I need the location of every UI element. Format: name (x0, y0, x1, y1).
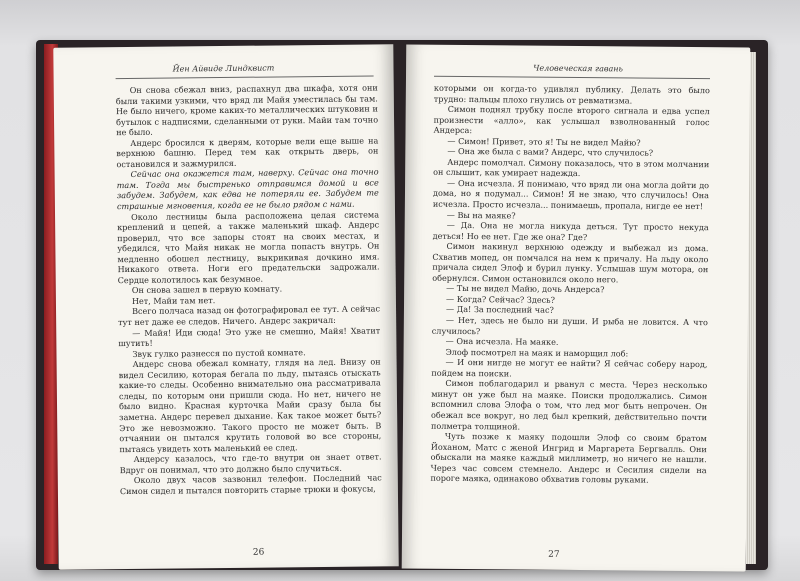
paragraph: — Вы на маяке? (446, 209, 516, 221)
paragraph: Около лестницы была расположена целая система креплений и цепей, а также маленький шкаф. Андерс проверил, что все запоры стоят на своих местах, и убедился, что Майя никак не могла попасть внутрь. Он медленно обошел лестницу, выкрикивая дочкино имя. Никакого ответа. Ноги его предательски задрожали. Сердце колотилось как безумное. (117, 208, 380, 285)
paragraph: Элоф посмотрел на маяк и наморщил лоб: (445, 346, 629, 359)
right-running-head: Человеческая гавань (533, 63, 623, 74)
paragraph: Симон поблагодарил и рванул с места. Через несколько минут он уже был на маяке. Поиски продолжались. Симон вспомнил слова Элофа о том, что лед мог быть непрочен. Он обежал все вокруг, но лед был крепкий, действительно почти полметра толщиной. (430, 378, 708, 432)
paragraph: Чуть позже к маяку подошли Элоф со своим братом Йоханом, Матс с женой Ингрид и Маргарета Бергвалль. Они обыскали на маяке каждый миллиметр, но ничего не нашли. Через час совсем стемнело. Андерс и Сесилия сидели на пороге маяка, одинаково обхватив головы руками. (430, 430, 707, 485)
paragraph: — Нет, здесь не было ни души. И рыба не ловится. А что случилось? (431, 314, 708, 336)
paragraph: Андерс снова обежал комнату, глядя на лед. Внизу он видел Сесилию, которая бегала по льду, пытаясь отыскать какие-то следы. Особенно внимательно она рассматривала следы, по которым они пришли сюда. Но нет, ничего не было видно. Красная курточка Майи сразу была бы заметна. Андерс перевел дыхание. Как такое может быть? Это же невозможно. Такого просто не может быть. В отчаянии он пытался крутить головой во все стороны, пытаясь увидеть хоть маленький ее след. (118, 356, 382, 454)
paragraph: которыми он когда-то удивлял публику. Делать это было трудно: пальцы плохо гнулись от ревматизма. (433, 82, 710, 106)
paragraph: Всего полчаса назад он фотографировал ее тут. А сейчас тут нет даже ее следов. Ничего. Андерс закричал: (118, 303, 381, 328)
paragraph: Звук гулко разнесся по пустой комнате. (132, 346, 306, 359)
paragraph: Андерс бросился к дверям, которые вели еще выше на верхнюю башню. Перед тем как открыть дверь, он остановился и зажмурился. (116, 135, 379, 169)
left-head-rule (116, 75, 374, 79)
paragraph: Симон поднял трубку после второго сигнала и едва успел произнести «алло», как услышал взволнованный голос Андерса: (433, 103, 710, 136)
paragraph: — Она же была с вами? Андерс, что случилось? (447, 146, 654, 158)
paragraph: — Симон! Привет, это я! Ты не видел Майю? (447, 135, 641, 148)
paragraph: — Ты не видел Майю, дочь Андерса? (446, 283, 605, 295)
paragraph: Симон накинул верхнюю одежду и выбежал из дома. Схватив мопед, он помчался на нем к причалу. На льду около причала сидел Элоф и бурил лунку. Услышав шум мотора, он обернулся. Симон остановился около него. (432, 241, 709, 285)
left-running-head: Йен Айвиде Линдквист (172, 63, 275, 74)
paragraph: — И они нигде не могут ее найти? Я сейчас соберу народ, пойдем на поиски. (431, 357, 708, 379)
left-page-number: 26 (252, 547, 265, 558)
right-page-number: 27 (548, 549, 560, 560)
paragraph: — Да. Она не могла никуда деться. Тут просто некуда деться! Но ее нет. Где же она? Где? (432, 219, 709, 242)
paragraph: — Она исчезла. На маяке. (445, 335, 559, 347)
paragraph: — Когда? Сейчас? Здесь? (446, 293, 555, 305)
paragraph: Нет, Майи там нет. (131, 295, 216, 306)
paragraph: — Она исчезла. Я понимаю, что вряд ли она могла дойти до дома, но я подумал... Симон! Я не знаю, что случилось! Она исчезла. Просто исчезла... понимаешь, пропала, нигде ее нет! (432, 177, 710, 212)
left-page (53, 44, 398, 570)
right-head-rule (434, 76, 710, 79)
paragraph: Он снова сбежал вниз, распахнул два шкафа, хотя они были такими узкими, что вряд ли Майя уместилась бы там. Не было ничего, кроме каких-то металлических штуковин и бутылок с надписями, сделанными от руки. Майи там точно не было. (115, 82, 379, 138)
paragraph: — Майя! Иди сюда! Это уже не смешно, Майя! Хватит шутить! (118, 324, 381, 349)
left-page-text (116, 82, 382, 496)
paragraph: Сейчас она окажется там, наверху. Сейчас она точно там. Тогда мы быстренько отправимся домой и все забудем. Забудем, как едва не потеряли ее. Забудем те страшные мгновения, когда ее не было рядом с нами. (116, 166, 379, 212)
paragraph: Около двух часов зазвонил телефон. Последний час Симон сидел и пытался повторить старые трюки и фокусы, (119, 472, 382, 496)
paragraph: Андерс помолчал. Симону показалось, что в этом молчании он слышит, как умирает надежда. (433, 156, 710, 179)
paragraph: Он снова зашел в первую комнату. (131, 283, 283, 296)
paragraph: — Да! За последний час? (445, 304, 554, 316)
right-page-text (430, 83, 709, 486)
right-page (402, 45, 751, 572)
paragraph: Андерсу казалось, что где-то внутри он знает ответ. Вдруг он понимал, что это должно было случиться. (119, 451, 382, 475)
